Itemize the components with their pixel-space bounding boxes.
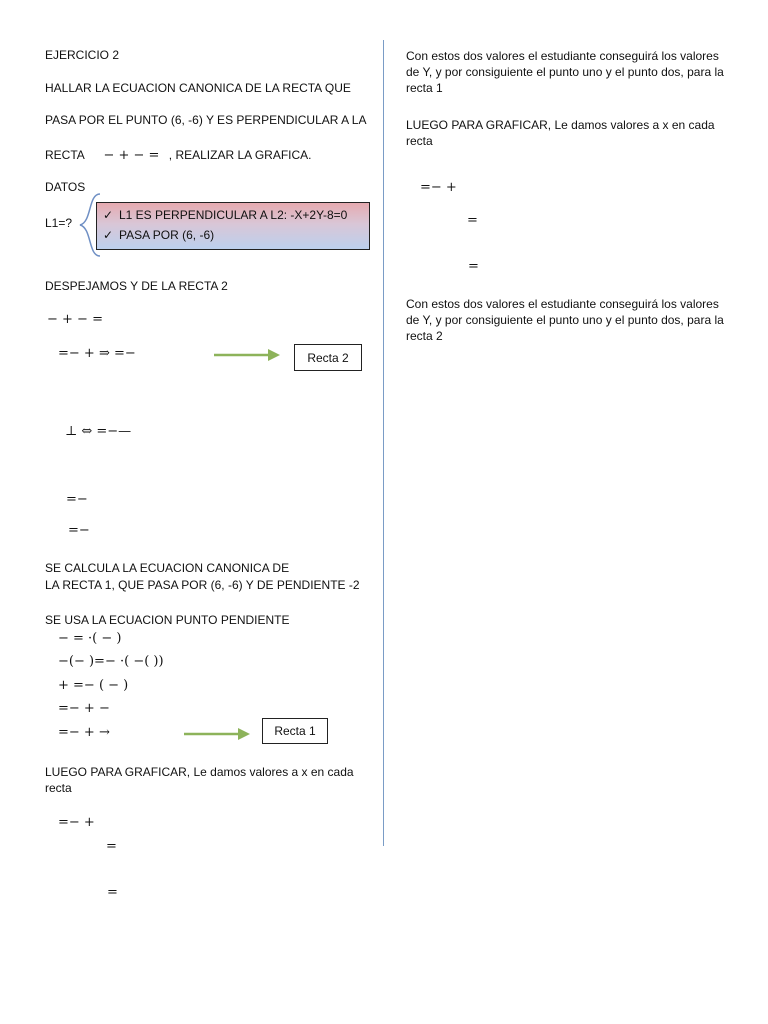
- datos-box: [96, 202, 370, 250]
- paragraph-recta2: Con estos dos valores el estudiante conseguirá los valores de Y, y por consiguiente el punto uno y el punto dos, para la recta 2: [406, 297, 724, 343]
- eq-slope-1: =−: [66, 492, 88, 507]
- statement-equation: − + − =: [103, 148, 160, 163]
- green-arrow-icon: [182, 727, 252, 741]
- eq-recta2-line2: =− + ⇒ =−: [58, 346, 136, 361]
- datos-item-1: ✓ L1 ES PERPENDICULAR A L2: -X+2Y-8=0: [103, 208, 348, 222]
- eq-perpendicular: ⊥ ⇔ =−—: [65, 424, 132, 439]
- se-usa-text: SE USA LA ECUACION PUNTO PENDIENTE: [45, 613, 290, 627]
- eq-point-slope-3: + =− ( − ): [58, 678, 129, 693]
- check-icon: ✓: [103, 228, 114, 242]
- luego-text-left: LUEGO PARA GRAFICAR, Le damos valores a x en cada recta: [45, 765, 354, 795]
- eq-recta2-line1: − + − =: [47, 312, 103, 327]
- recta1-label-box: Recta 1: [262, 718, 328, 744]
- eq-graph-right-2: =: [467, 213, 478, 228]
- eq-graph-left-1: =− +: [58, 815, 95, 830]
- statement-line-2: PASA POR EL PUNTO (6, -6) Y ES PERPENDICULAR A LA: [45, 113, 367, 127]
- eq-graph-right-1: =− +: [420, 180, 457, 195]
- exercise-title: EJERCICIO 2: [45, 48, 120, 62]
- check-icon: ✓: [103, 208, 114, 222]
- statement-line-3: [45, 148, 312, 163]
- column-divider: [383, 40, 384, 846]
- eq-graph-right-3: =: [468, 259, 479, 274]
- se-calcula-line-1: SE CALCULA LA ECUACION CANONICA DE: [45, 561, 290, 575]
- eq-point-slope-5: =− + →: [58, 725, 110, 740]
- eq-point-slope-4: =− + −: [58, 701, 110, 716]
- eq-graph-left-2: =: [106, 839, 117, 854]
- green-arrow-icon: [212, 348, 282, 362]
- eq-point-slope-1: − = ·( − ): [58, 631, 122, 646]
- statement-line-1: HALLAR LA ECUACION CANONICA DE LA RECTA QUE: [45, 81, 351, 95]
- statement-suffix: , REALIZAR LA GRAFICA.: [168, 148, 312, 162]
- se-calcula-line-2: LA RECTA 1, QUE PASA POR (6, -6) Y DE PENDIENTE -2: [45, 578, 360, 592]
- datos-label: DATOS: [45, 180, 86, 194]
- recta2-label-box: Recta 2: [294, 344, 362, 371]
- eq-graph-left-3: =: [107, 885, 118, 900]
- luego-text-right: LUEGO PARA GRAFICAR, Le damos valores a x en cada recta: [406, 118, 715, 148]
- despejamos-text: DESPEJAMOS Y DE LA RECTA 2: [45, 279, 228, 293]
- l1-label: L1=?: [45, 216, 73, 230]
- eq-point-slope-2: −(− )=− ·( −( )): [58, 654, 164, 669]
- eq-slope-2: =−: [68, 523, 90, 538]
- datos-item-2: ✓ PASA POR (6, -6): [103, 228, 215, 242]
- paragraph-recta1: Con estos dos valores el estudiante conseguirá los valores de Y, y por consiguiente el punto uno y el punto dos, para la recta 1: [406, 49, 724, 95]
- statement-recta: RECTA: [45, 148, 85, 162]
